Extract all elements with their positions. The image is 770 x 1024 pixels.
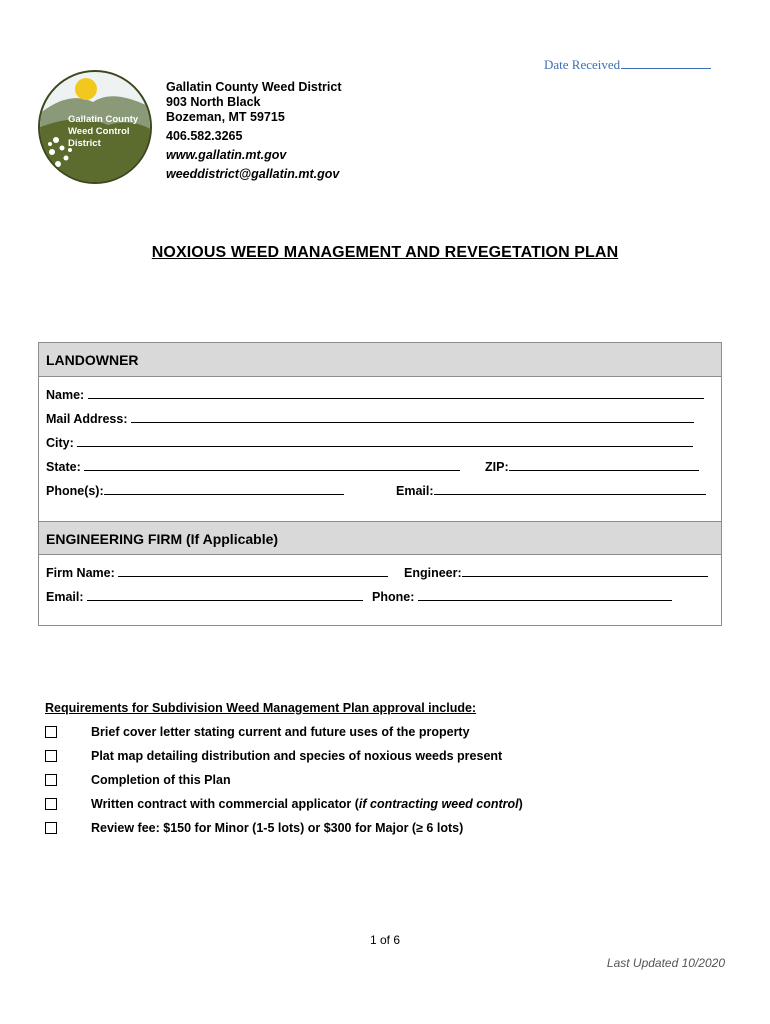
- eng-email-label: Email:: [46, 590, 84, 604]
- date-received-line[interactable]: [621, 55, 711, 69]
- engineer-field[interactable]: [462, 564, 708, 577]
- email-label: Email:: [396, 484, 434, 498]
- name-row: [46, 386, 704, 402]
- email-row: [396, 482, 706, 498]
- logo-text-line-1: Gallatin County: [68, 114, 139, 125]
- engineering-heading: ENGINEERING FIRM (If Applicable): [39, 521, 721, 555]
- name-label: Name:: [46, 388, 85, 402]
- phone-label: Phone(s):: [46, 484, 104, 498]
- requirement-text-3: Completion of this Plan: [91, 773, 231, 787]
- phone-field[interactable]: [104, 482, 344, 495]
- firm-row: [46, 564, 388, 580]
- date-received-label: Date Received: [544, 57, 621, 72]
- requirement-text-5: Review fee: $150 for Minor (1-5 lots) or $300 for Major (≥ 6 lots): [91, 821, 464, 835]
- email-field[interactable]: [434, 482, 706, 495]
- requirement-checkbox-4[interactable]: [45, 798, 57, 810]
- city-field[interactable]: [77, 434, 693, 447]
- requirement-checkbox-3[interactable]: [45, 774, 57, 786]
- contact-form: [38, 342, 722, 626]
- state-label: State:: [46, 460, 81, 474]
- zip-label: ZIP:: [485, 460, 509, 474]
- eng-email-field[interactable]: [87, 588, 363, 601]
- org-name: Gallatin County Weed District: [166, 80, 342, 94]
- engineer-row: [404, 564, 708, 580]
- zip-field[interactable]: [509, 458, 699, 471]
- requirement-text-4: [91, 797, 523, 811]
- requirement-checkbox-5[interactable]: [45, 822, 57, 834]
- requirement-text-2: Plat map detailing distribution and species of noxious weeds present: [91, 749, 503, 763]
- city-label: City:: [46, 436, 74, 450]
- eng-phone-row: [372, 588, 672, 604]
- page-title: NOXIOUS WEED MANAGEMENT AND REVEGETATION PLAN: [151, 244, 619, 261]
- requirement-text-4-close: ): [518, 797, 523, 811]
- phone-row: [46, 482, 344, 498]
- mail-label: Mail Address:: [46, 412, 128, 426]
- weed-district-logo: [38, 70, 152, 184]
- zip-row: [485, 458, 699, 474]
- eng-email-row: [46, 588, 363, 604]
- eng-phone-label: Phone:: [372, 590, 415, 604]
- mail-field[interactable]: [131, 410, 694, 423]
- city-row: [46, 434, 693, 450]
- requirement-text-4-italic: if contracting weed control: [358, 797, 519, 811]
- phone: 406.582.3265: [166, 129, 243, 143]
- district-address: [166, 80, 342, 182]
- last-updated: Last Updated 10/2020: [606, 956, 725, 970]
- logo-text-line-3: District: [68, 138, 101, 149]
- state-field[interactable]: [84, 458, 460, 471]
- requirement-checkbox-1[interactable]: [45, 726, 57, 738]
- landowner-heading: LANDOWNER: [39, 343, 721, 377]
- logo-text-line-2: Weed Control: [68, 126, 130, 137]
- firm-label: Firm Name:: [46, 566, 115, 580]
- engineer-label: Engineer:: [404, 566, 462, 580]
- requirements-title: Requirements for Subdivision Weed Management Plan approval include:: [45, 701, 477, 715]
- state-row: [46, 458, 460, 474]
- website-link[interactable]: www.gallatin.mt.gov: [166, 148, 287, 162]
- date-received-field[interactable]: [544, 55, 711, 73]
- email-link[interactable]: weeddistrict@gallatin.mt.gov: [166, 167, 340, 181]
- city-state-zip: Bozeman, MT 59715: [166, 110, 285, 124]
- requirement-text-1: Brief cover letter stating current and future uses of the property: [91, 725, 470, 739]
- requirement-text-4-main: Written contract with commercial applicator (: [91, 797, 359, 811]
- firm-field[interactable]: [118, 564, 388, 577]
- street: 903 North Black: [166, 95, 261, 109]
- name-field[interactable]: [88, 386, 704, 399]
- requirement-checkbox-2[interactable]: [45, 750, 57, 762]
- mail-row: [46, 410, 694, 426]
- eng-phone-field[interactable]: [418, 588, 672, 601]
- page-number: 1 of 6: [369, 933, 401, 947]
